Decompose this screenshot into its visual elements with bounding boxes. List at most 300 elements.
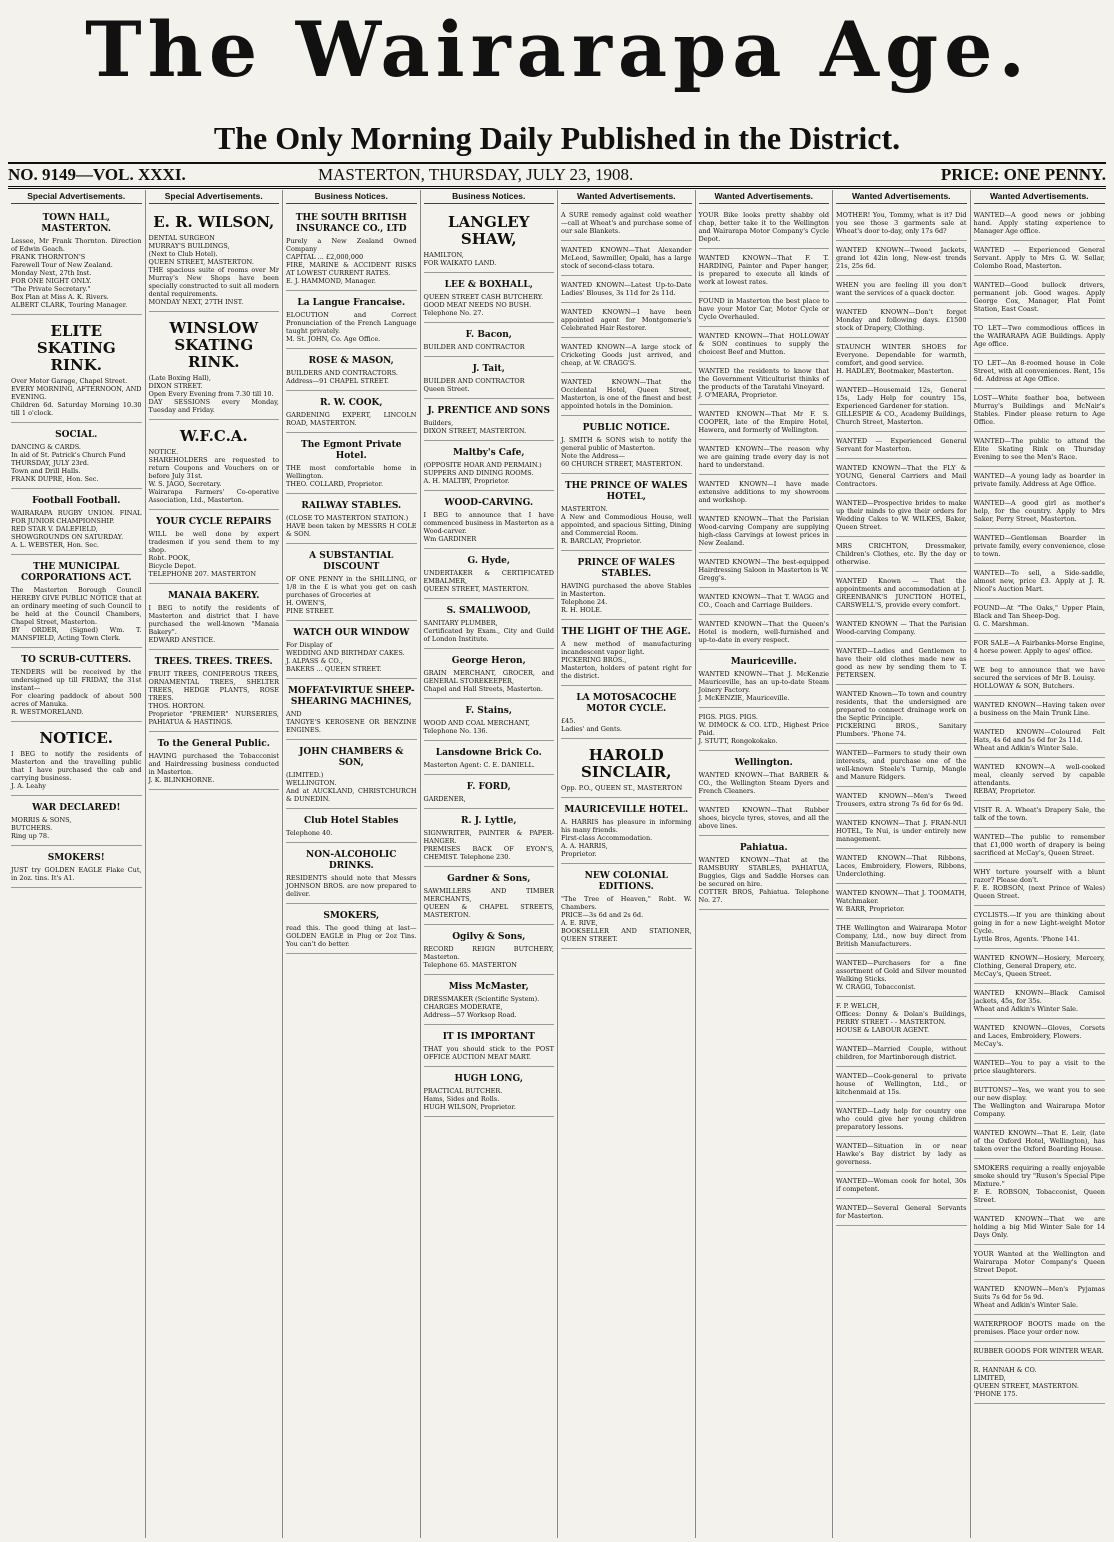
ad-text: WANTED KNOWN—Latest Up-to-Date Ladies' Blouses, 3s 11d for 2s 11d.	[561, 281, 692, 297]
ad-text: McCay's, Queen Street.	[973, 970, 1052, 978]
ad-text: Wheat and Adkin's Winter Sale.	[973, 744, 1079, 752]
ad-heading: LEE & BOXHALL,	[444, 280, 533, 290]
ad-text: £45.	[561, 717, 576, 725]
ad-text: WHY torture yourself with a blunt razor? Please don't.	[973, 868, 1105, 884]
ad-text: SAWMILLERS AND TIMBER MERCHANTS,	[423, 887, 554, 903]
ad-heading: To the General Public.	[157, 739, 270, 749]
ad-display-heading: E. R. WILSON,	[153, 213, 275, 231]
advertisement	[11, 425, 142, 489]
advertisement	[974, 663, 1106, 696]
ad-heading: Ogilvy & Sons,	[452, 932, 526, 942]
ad-text: WANTED KNOWN—Tweed Jackets, grand lot 42in long, New-est trends 21s, 25s 6d.	[836, 246, 967, 270]
advertisement	[836, 305, 967, 338]
advertisement	[424, 743, 555, 775]
advertisement	[286, 496, 417, 544]
ad-text: TANGYE'S KEROSENE OR BENZINE ENGINES.	[286, 718, 417, 734]
ad-text: WHEN you are feeling ill you don't want the services of a quack doctor.	[836, 281, 967, 297]
ad-text: "The Private Secretary."	[11, 285, 91, 293]
ad-heading: R. W. COOK,	[319, 398, 383, 408]
advertisement	[286, 351, 417, 391]
ad-text: For clearing paddock of about 500 acres of Manuka.	[11, 692, 142, 708]
ad-text: J. McKENZIE, Mauriceville.	[698, 694, 790, 702]
ad-text: BUTCHERS.	[11, 824, 53, 832]
ad-text: WANTED—Cook-general to private house of Wellington, Ltd., or kitchenmaid at 15s.	[836, 1072, 967, 1096]
advertisement	[699, 652, 830, 708]
ad-text: Masterton Agent: C. E. DANIELL.	[423, 761, 535, 769]
advertisement	[11, 848, 142, 888]
advertisement	[974, 1344, 1106, 1361]
ad-heading: PUBLIC NOTICE.	[582, 423, 670, 433]
advertisement	[974, 496, 1106, 529]
ad-text: Wheat and Adkin's Winter Sale.	[973, 1301, 1079, 1309]
ad-heading: ROSE & MASON,	[308, 356, 394, 366]
ad-text: WANTED the residents to know that the Government Viticulturist thinks of the products of the Taratahi Vineyard.	[698, 367, 829, 391]
ad-text: Wairarapa Farmers' Co-operative Association, Ltd., Masterton.	[148, 488, 279, 504]
ad-text: WANTED KNOWN—Hosiery, Mercery, Clothing, General Drapery, etc.	[973, 954, 1105, 970]
ad-text: A. A. HARRIS,	[561, 842, 608, 850]
column-header: Business Notices.	[424, 190, 555, 204]
ad-heading: R. J. Lyttle,	[461, 816, 517, 826]
ad-text: WANTED KNOWN—That T. WAGG and CO., Coach and Carriage Builders.	[698, 593, 829, 609]
ad-text: DENTAL SURGEON	[148, 234, 215, 242]
advertisement	[974, 356, 1106, 389]
ad-text: E. J. HAMMOND, Manager.	[286, 277, 376, 285]
ad-text: SHOWGROUNDS ON SATURDAY.	[11, 533, 124, 541]
advertisement	[974, 760, 1106, 801]
ad-text: A. L. WEBSTER, Hon. Sec.	[11, 541, 99, 549]
ad-text: FOR ONE NIGHT ONLY.	[11, 277, 92, 285]
ad-text: WANTED KNOWN—That BARBER & CO., the Wellington Steam Dyers and French Cleaners.	[698, 771, 829, 795]
advertisement	[11, 650, 142, 722]
advertisement	[11, 724, 142, 796]
advertisement	[561, 243, 692, 276]
ad-heading: NON-ALCOHOLIC DRINKS.	[306, 850, 397, 871]
advertisement	[699, 753, 830, 801]
ad-text: ELOCUTION and Correct Pronunciation of the French Language taught privately.	[286, 311, 417, 335]
advertisement	[11, 317, 142, 423]
ad-text: STAUNCH WINTER SHOES for Everyone. Dependable for warmth, comfort, and good service.	[836, 343, 967, 367]
ad-text: Telephone No. 136.	[423, 727, 488, 735]
advertisement	[11, 208, 142, 315]
ad-heading: YOUR CYCLE REPAIRS	[156, 517, 272, 527]
ad-text: First-class Accommodation.	[561, 834, 653, 842]
ad-text: HOLLOWAY & SON, Butchers.	[973, 682, 1075, 690]
advertisement	[424, 1027, 555, 1067]
ad-text: WANTED KNOWN—Coloured Felt Hats, 4s 6d and 5s 6d for 2s 11d.	[973, 728, 1105, 744]
advertisement	[836, 539, 967, 572]
advertisement	[974, 1247, 1106, 1280]
ad-text: A new method of manufacturing incandescent vapor light.	[561, 640, 692, 656]
ad-text: BOOKSELLER AND STATIONER, QUEEN STREET.	[561, 927, 692, 943]
advertisement	[836, 886, 967, 919]
ad-text: Farewell Tour of New Zealand.	[11, 261, 113, 269]
advertisement	[974, 1212, 1106, 1245]
ad-text: WANTED KNOWN—That the Parisian Wood-carving Company are supplying high-class Carvings at lowest prices in New Zealand.	[698, 515, 829, 547]
advertisement	[424, 493, 555, 549]
column-4	[421, 190, 559, 1538]
advertisement	[974, 636, 1106, 661]
ad-text: Proprietor.	[561, 850, 597, 858]
advertisement	[974, 566, 1106, 599]
advertisement	[699, 477, 830, 510]
advertisement	[699, 364, 830, 405]
ad-text: Bicycle Depot.	[148, 562, 197, 570]
ad-text: QUEEN STREET CASH BUTCHERY.	[423, 293, 544, 301]
ad-text: QUEEN STREET, MASTERTON.	[423, 585, 529, 593]
ad-text: TELEPHONE 207. MASTERTON	[148, 570, 257, 578]
advertisement	[561, 418, 692, 474]
advertisement	[974, 986, 1106, 1019]
ad-text: Monday Next, 27th Inst.	[11, 269, 92, 277]
ad-text: PIGS. PIGS. PIGS.	[698, 713, 758, 721]
ad-text: Telephone 65. MASTERTON	[423, 961, 517, 969]
advertisement	[974, 321, 1106, 354]
ad-text: TENDERS will be received by the undersigned up till FRIDAY, the 31st instant—	[11, 668, 142, 692]
column-header: Special Advertisements.	[149, 190, 280, 204]
ad-text: PICKERING BROS., Sanitary Plumbers. 'Phone 74.	[836, 722, 967, 738]
ad-text: J. STUTT, Rongokokako.	[698, 737, 778, 745]
ad-text: I BEG to notify the residents of Masterton and district that I have purchased the well-known "Manaia Bakery".	[148, 604, 279, 636]
column-header: Wanted Advertisements.	[561, 190, 692, 204]
ad-text: WANTED KNOWN—The best-equipped Hairdressing Saloon in Masterton is W. Gregg's.	[698, 558, 829, 582]
ad-text: "The Tree of Heaven," Robt. W. Chambers.	[561, 895, 692, 911]
ad-text: Chapel and Hall Streets, Masterton.	[423, 685, 543, 693]
advertisement	[699, 329, 830, 362]
advertisement	[974, 698, 1106, 723]
ad-text: EDWARD ANSTICE.	[148, 636, 216, 644]
ad-text: Ring up 78.	[11, 832, 50, 840]
ad-text: HOUSE & LABOUR AGENT.	[836, 1026, 930, 1034]
newspaper-subtitle: The Only Morning Daily Published in the District.	[213, 120, 901, 156]
dateline	[8, 162, 1106, 189]
ad-text: THOS. HORTON.	[148, 702, 205, 710]
advertisement	[974, 278, 1106, 319]
column-7	[833, 190, 971, 1538]
advertisement	[561, 553, 692, 620]
ad-text: (Next to Club Hotel).	[148, 250, 218, 258]
advertisement	[699, 294, 830, 327]
advertisement	[561, 208, 692, 241]
ad-text: A. E. RIVE,	[561, 919, 598, 927]
ad-heading: A SUBSTANTIAL DISCOUNT	[309, 551, 394, 572]
ad-display-heading: NOTICE.	[39, 729, 114, 747]
advertisement	[11, 557, 142, 648]
ad-text: WANTED—Prospective brides to make up their minds to give their orders for Wedding Cakes to W. WILKES, Baker, Queen Street.	[836, 499, 967, 531]
ad-heading: Gardner & Sons,	[447, 874, 531, 884]
ad-heading: George Heron,	[451, 656, 526, 666]
ad-heading: Football Football.	[32, 496, 121, 506]
ad-text: BUILDERS AND CONTRACTORS.	[286, 369, 398, 377]
ad-text: WANTED KNOWN—Don't forget Monday and following days. £1500 stock of Drapery, Clothing.	[836, 308, 967, 332]
ad-text: WANTED KNOWN—Men's Tweed Trousers, extra strong 7s 6d for 6s 9d.	[836, 792, 967, 808]
advertisement	[836, 1069, 967, 1102]
ad-text: Box Plan at Miss A. K. Rivers.	[11, 293, 109, 301]
ad-text: WANTED KNOWN—I have been appointed agent for Montgomerie's Celebrated Hair Restorer.	[561, 308, 692, 332]
advertisement	[836, 816, 967, 849]
ad-text: WANTED—Ladies and Gentlemen to have their old clothes made new as good as new by sending them to T. PETERSEN.	[836, 647, 967, 679]
ad-text: ALBERT CLARK, Touring Manager.	[11, 301, 128, 309]
ad-text: GARDENER,	[423, 795, 466, 803]
ad-text: Ladies' and Gents.	[561, 725, 622, 733]
ad-text: Telephone 24.	[561, 598, 608, 606]
ad-text: Robt. POOK,	[148, 554, 191, 562]
column-6	[696, 190, 834, 1538]
advertisement	[974, 469, 1106, 494]
advertisement	[11, 798, 142, 846]
ad-text: GILLESPIE & CO., Academy Buildings, Church Street, Masterton.	[836, 410, 967, 426]
advertisement	[561, 305, 692, 338]
column-header: Wanted Advertisements.	[836, 190, 967, 204]
advertisement	[424, 977, 555, 1025]
advertisement	[836, 243, 967, 276]
ad-text: W. DIMOCK & CO. LTD., Highest Price Paid.	[698, 721, 829, 737]
ad-text: WANTED—A young lady as boarder in private family. Address at Age Office.	[973, 472, 1105, 488]
ad-heading: Mauriceville.	[730, 657, 797, 667]
ad-text: (OPPOSITE HOAR AND PERMAIN.)	[423, 461, 542, 469]
advertisement	[424, 551, 555, 599]
ad-text: WANTED KNOWN—That HOLLOWAY & SON continues to supply the choicest Beef and Mutton.	[698, 332, 829, 356]
ad-text: Masterton, holders of patent right for the district.	[561, 664, 692, 680]
ad-text: WANTED—Housemaid 12s, General 15s, Lady Help for country 15s, Experienced Gardener for station.	[836, 386, 967, 410]
ad-text: CAPITAL ... £2,000,000	[286, 253, 364, 261]
column-header: Special Advertisements.	[11, 190, 142, 204]
ad-text: WANTED—You to pay a visit to the price slaughterers.	[973, 1059, 1105, 1075]
ad-text: (CLOSE TO MASTERTON STATION.)	[286, 514, 409, 522]
issue-date: MASTERTON, THURSDAY, JULY 23, 1908.	[318, 165, 634, 184]
ad-text: F. E. ROBSON, (next Prince of Wales) Queen Street.	[973, 884, 1105, 900]
ad-heading: SMOKERS!	[47, 853, 105, 863]
advertisement	[561, 476, 692, 551]
ad-heading: F. Stains,	[465, 706, 512, 716]
ad-text: THAT you should stick to the POST OFFICE AUCTION MEAT MART.	[423, 1045, 554, 1061]
ad-text: DIXON STREET.	[148, 382, 203, 390]
ad-text: Children 6d. Saturday Morning 10.30 till 1 o'clock.	[11, 401, 142, 417]
ad-text: H. HADLEY, Bootmaker, Masterton.	[836, 367, 954, 375]
ad-text: WANTED KNOWN—That the Queen's Hotel is modern, well-furnished and up-to-date in every respect.	[698, 620, 829, 644]
advertisement	[561, 622, 692, 686]
ad-text: PRICE—3s 6d and 2s 6d.	[561, 911, 644, 919]
advertisement	[699, 407, 830, 440]
advertisement	[424, 401, 555, 441]
ad-heading: WAR DECLARED!	[32, 803, 121, 813]
advertisement	[974, 1083, 1106, 1124]
ad-text: For Display of	[286, 641, 333, 649]
ad-heading: Club Hotel Stables	[304, 816, 399, 826]
advertisement	[424, 325, 555, 357]
advertisement	[974, 908, 1106, 949]
ad-heading: TO SCRUB-CUTTERS.	[21, 655, 132, 665]
advertisement	[11, 491, 142, 555]
ad-text: J. SMITH & SONS wish to notify the general public of Masterton.	[561, 436, 692, 452]
ad-text: 60 CHURCH STREET, MASTERTON.	[561, 460, 683, 468]
ad-text: WANTED KNOWN—That Alexander McLeod, Sawmiller, Opaki, has a large stock of second-class totara.	[561, 246, 692, 270]
ad-text: TO LET—Two commodious offices in the WAIRARAPA AGE Buildings. Apply Age office.	[973, 324, 1105, 348]
ad-text: FRANK THORNTON'S	[11, 253, 86, 261]
ad-heading: THE LIGHT OF THE AGE.	[561, 627, 691, 637]
ad-text: J. O'MEARA, Proprietor.	[698, 391, 778, 399]
ad-text: WANTED KNOWN—That at the RAMSBURY STABLES, PAHIATUA, Buggies, Gigs and Saddle Horses can be secured on hire.	[698, 856, 829, 888]
ad-display-heading: LANGLEY SHAW,	[448, 213, 530, 248]
advertisement	[836, 461, 967, 494]
ad-text: WANTED KNOWN—That Ribbons, Laces, Embroidery, Flowers, Ribbons, Underclothing.	[836, 854, 967, 878]
ad-text: G. C. Marshman.	[973, 620, 1029, 628]
ad-text: MURRAY'S BUILDINGS,	[148, 242, 230, 250]
ad-text: I BEG to announce that I have commenced business in Masterton as a Wood-carver.	[423, 511, 554, 535]
ad-text: R. HANNAH & CO.	[973, 1366, 1037, 1374]
ad-text: Builders,	[423, 419, 454, 427]
ad-text: GARDENING EXPERT, LINCOLN ROAD, MASTERTON.	[286, 411, 417, 427]
advertisement	[974, 601, 1106, 634]
ad-heading: MAURICEVILLE HOTEL.	[564, 805, 689, 815]
advertisement	[836, 1139, 967, 1172]
ad-text: THE Wellington and Wairarapa Motor Company, Ltd., now buy direct from British Manufacturers.	[836, 924, 967, 948]
ad-text: FOR SALE—A Fairbanks-Morse Engine, 4 horse power. Apply to ages' office.	[973, 639, 1105, 655]
advertisement	[836, 921, 967, 954]
advertisement	[424, 359, 555, 399]
advertisement	[286, 742, 417, 809]
ad-text: WANTED KNOWN—That the FLY & YOUNG, General Carriers and Mail Contractors.	[836, 464, 967, 488]
advertisement	[974, 1161, 1106, 1210]
ad-heading: JOHN CHAMBERS & SON,	[299, 747, 404, 768]
advertisement	[974, 1126, 1106, 1159]
advertisement	[424, 701, 555, 741]
ad-text: WANTED—Woman cook for hotel, 30s if competent.	[836, 1177, 967, 1193]
advertisement	[286, 208, 417, 291]
ad-text: Address—57 Worksop Road.	[423, 1011, 517, 1019]
ad-text: The Wellington and Wairarapa Motor Company.	[973, 1102, 1105, 1118]
advertisement	[424, 927, 555, 975]
ad-heading: MANAIA BAKERY.	[168, 591, 260, 601]
ad-text: QUEEN STREET, MASTERTON.	[973, 1382, 1079, 1390]
ad-text: RECORD REIGN BUTCHERY, Masterton.	[423, 945, 554, 961]
ad-text: RESIDENTS should note that Messrs JOHNSON BROS. are now prepared to deliver.	[286, 874, 417, 898]
ad-text: WEDDING AND BIRTHDAY CAKES.	[286, 649, 405, 657]
ad-text: SANITARY PLUMBER,	[423, 619, 498, 627]
advertisement	[149, 734, 280, 790]
ad-text: JUST try GOLDEN EAGLE Flake Cut, in 2oz. tins. It's A1.	[11, 866, 142, 882]
advertisement	[836, 1201, 967, 1226]
ad-text: WANTED KNOWN—That J. TOOMATH, Watchmaker.	[836, 889, 967, 905]
ad-text: Purely a New Zealand Owned Company	[286, 237, 417, 253]
advertisement	[149, 652, 280, 732]
ad-text: WANTED Known — That the appointments and accommodation at J. GREENBANK'S JUNCTION HOTEL, CARSWELL'S, provide every comfort.	[836, 577, 967, 609]
ad-text: WANTED—Situation in or near Hawke's Bay district by lady as governess.	[836, 1142, 967, 1166]
advertisement	[424, 777, 555, 809]
ad-text: Address—91 CHAPEL STREET.	[286, 377, 389, 385]
advertisement	[699, 838, 830, 910]
ad-text: A. HARRIS has pleasure in informing his many friends.	[561, 818, 692, 834]
ad-heading: Miss McMaster,	[448, 982, 529, 992]
ad-heading: The Egmont Private Hotel.	[301, 440, 402, 461]
advertisement	[699, 617, 830, 650]
advertisement	[286, 393, 417, 433]
ad-text: THE spacious suite of rooms over Mr Murray's New Shops have been specially constructed to suit all modern dental requirements.	[148, 266, 279, 298]
ad-text: NOTICE.	[148, 448, 179, 456]
ad-text: Lessee, Mr Frank Thornton. Direction of Edwin Geach.	[11, 237, 142, 253]
ad-text: W. CRAGG, Tobacconist.	[836, 983, 916, 991]
ad-text: Note the Address—	[561, 452, 625, 460]
advertisement	[836, 434, 967, 459]
advertisement	[149, 422, 280, 510]
ad-text: RED STAR V. DALEFIELD,	[11, 525, 98, 533]
ad-heading: LA MOTOSACOCHE MOTOR CYCLE.	[576, 693, 677, 714]
ad-text: F. P. WELCH,	[836, 1002, 880, 1010]
advertisement	[424, 208, 555, 273]
ad-heading: THE PRINCE OF WALES HOTEL,	[564, 481, 688, 502]
ad-text: M. St. JOHN, Co. Age Office.	[286, 335, 381, 343]
ad-text: VISIT R. A. Wheat's Drapery Sale, the talk of the town.	[973, 806, 1105, 822]
ad-text: MONDAY NEXT, 27TH INST.	[148, 298, 244, 306]
ad-text: WANTED KNOWN—That J. FRAN-NUI HOTEL, Te Nui, is under entirely new management.	[836, 819, 967, 843]
ad-text: COTTER BROS, Pahiatua. Telephone No. 27.	[698, 888, 829, 904]
ad-heading: G. Hyde,	[467, 556, 511, 566]
column-3	[283, 190, 421, 1538]
ad-text: WANTED—Good bullock drivers, permanent job. Good wages. Apply George Cox, Manager, Flat Point Station, East Coast.	[973, 281, 1105, 313]
advertisement	[836, 851, 967, 884]
advertisement	[836, 999, 967, 1040]
ad-text: WANTED — Experienced General Servant for Masterton.	[836, 437, 967, 453]
ad-text: YOUR Wanted at the Wellington and Wairarapa Motor Company's Queen Street Depot.	[973, 1250, 1105, 1274]
ad-text: BY ORDER, (Signed) Wm. T. MANSFIELD, Acting Town Clerk.	[11, 626, 142, 642]
ad-text: Hams, Sides and Rolls.	[423, 1095, 500, 1103]
ad-text: BUILDER AND CONTRACTOR	[423, 377, 525, 385]
advertisement	[974, 1363, 1106, 1404]
ad-text: SIGNWRITER, PAINTER & PAPER-HANGER.	[423, 829, 554, 845]
advertisement	[561, 800, 692, 864]
ad-heading: WATCH OUR WINDOW	[293, 628, 410, 638]
ad-text: W. S. JAGO, Secretary.	[148, 480, 222, 488]
ad-display-heading: WINSLOW SKATING RINK.	[169, 319, 259, 371]
ad-text: QUEEN STREET, MASTERTON.	[148, 258, 254, 266]
ad-text: SUPPERS AND DINING ROOMS.	[423, 469, 534, 477]
column-8	[971, 190, 1109, 1538]
advertisement	[424, 811, 555, 867]
advertisement	[974, 725, 1106, 758]
ad-text: AND	[286, 710, 302, 718]
ad-text: WANTED KNOWN—A large stock of Cricketing Goods just arrived, and cheap, at W. CRAGG'S.	[561, 343, 692, 367]
ad-text: EVERY MORNING, AFTERNOON, AND EVENING.	[11, 385, 142, 401]
ad-heading: THE SOUTH BRITISH INSURANCE CO., LTD	[295, 213, 407, 234]
ad-text: WANTED—The public to attend the Elite Skating Rink on Thursday Evening to see the Men's Race.	[973, 437, 1105, 461]
ad-text: J. A. Leahy	[11, 782, 46, 790]
ad-text: (Late Boxing Hall),	[148, 374, 211, 382]
ad-text: WANTED KNOWN — That the Parisian Wood-carving Company.	[836, 620, 967, 636]
ad-text: HAMILTON,	[423, 251, 464, 259]
ad-text: WANTED KNOWN—A well-cooked meal, cleanly served by capable attendants.	[973, 763, 1105, 787]
ad-text: HUGH WILSON, Proprietor.	[423, 1103, 516, 1111]
ad-text: PREMISES BACK OF EYON'S, CHEMIST. Telephone 230.	[423, 845, 554, 861]
advertisement	[149, 208, 280, 312]
ad-text: RUBBER GOODS FOR WINTER WEAR.	[973, 1347, 1104, 1355]
advertisement	[424, 443, 555, 491]
ad-text: MOTHER! You, Tommy, what is it? Did you see those 3 garments sale at Wheat's door to-day, only 17s 6d?	[836, 211, 967, 235]
advertisement	[424, 1069, 555, 1117]
column-2	[146, 190, 284, 1538]
ad-text: WANTED—The public to remember that £1,000 worth of drapery is being sacrificed at McCay's, Queen Street.	[973, 833, 1105, 857]
ad-text: WANTED KNOWN—That F. T. HARDING, Painter and Paper hanger, is prepared to execute all kinds of work at lowest rates.	[698, 254, 829, 286]
ad-text: WANTED—Purchasers for a fine assortment of Gold and Silver mounted Walking Sticks.	[836, 959, 967, 983]
advertisement	[699, 803, 830, 836]
ad-text: read this. The good thing at last—GOLDEN EAGLE in Plug or 2oz Tins. You can't do better.	[286, 924, 417, 948]
advertisement	[699, 590, 830, 615]
ad-text: UNDERTAKER & CERTIFICATED EMBALMER,	[423, 569, 554, 585]
advertisement	[561, 278, 692, 303]
ad-text: GRAIN MERCHANT, GROCER, and GENERAL STOREKEEPER,	[423, 669, 554, 685]
ad-heading: F. Bacon,	[465, 330, 512, 340]
ad-text: QUEEN & CHAPEL STREETS, MASTERTON.	[423, 903, 554, 919]
ad-text: HAVE been taken by MESSRS H COLE & SON.	[286, 522, 417, 538]
ad-text: BUTTONS?—Yes, we want you to see our new display.	[973, 1086, 1105, 1102]
